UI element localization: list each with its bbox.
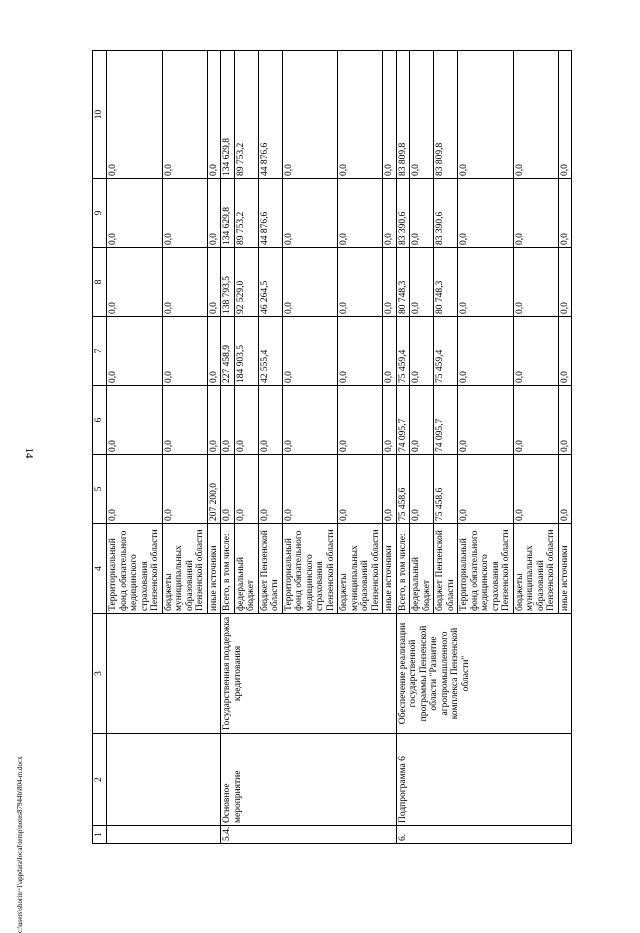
value-cell: 0,0 xyxy=(458,248,514,317)
value-cell: 42 555,4 xyxy=(258,317,282,386)
funding-source-cell: иные источники xyxy=(558,524,572,614)
item-type-cell: Подпрограмма 6 xyxy=(396,734,572,826)
funding-source-cell: иные источники xyxy=(207,524,221,614)
item-name-cell xyxy=(107,614,221,734)
value-cell: 0,0 xyxy=(107,386,163,455)
value-cell: 0,0 xyxy=(282,317,338,386)
value-cell: 0,0 xyxy=(513,317,558,386)
value-cell: 0,0 xyxy=(558,386,572,455)
funding-source-cell: иные источники xyxy=(383,524,397,614)
funding-source-cell: бюджеты муниципальных образований Пензенской области xyxy=(338,524,383,614)
header-cell: 3 xyxy=(93,614,107,734)
value-cell: 0,0 xyxy=(410,179,434,248)
funding-source-cell: федеральный бюджет xyxy=(410,524,434,614)
value-cell: 0,0 xyxy=(410,455,434,524)
value-cell: 0,0 xyxy=(258,455,282,524)
header-cell: 6 xyxy=(93,386,107,455)
funding-source-cell: бюджет Пензенской области xyxy=(434,524,458,614)
value-cell: 0,0 xyxy=(383,248,397,317)
value-cell: 0,0 xyxy=(410,317,434,386)
value-cell: 0,0 xyxy=(458,455,514,524)
value-cell: 0,0 xyxy=(513,248,558,317)
value-cell: 0,0 xyxy=(558,317,572,386)
value-cell: 46 264,5 xyxy=(258,248,282,317)
value-cell: 0,0 xyxy=(107,248,163,317)
value-cell: 0,0 xyxy=(410,248,434,317)
value-cell: 0,0 xyxy=(410,51,434,179)
value-cell: 0,0 xyxy=(107,179,163,248)
value-cell: 0,0 xyxy=(107,317,163,386)
value-cell: 0,0 xyxy=(383,51,397,179)
value-cell: 74 095,7 xyxy=(434,386,458,455)
value-cell: 0,0 xyxy=(207,386,221,455)
value-cell: 0,0 xyxy=(221,455,235,524)
value-cell: 0,0 xyxy=(221,386,235,455)
value-cell: 89 753,2 xyxy=(234,51,258,179)
value-cell: 0,0 xyxy=(513,51,558,179)
funding-source-cell: Всего, в том числе: xyxy=(396,524,410,614)
row-number-cell: 6. xyxy=(396,826,572,844)
value-cell: 207 200,0 xyxy=(207,455,221,524)
value-cell: 89 753,2 xyxy=(234,179,258,248)
header-cell: 1 xyxy=(93,826,107,844)
value-cell: 0,0 xyxy=(258,386,282,455)
value-cell: 0,0 xyxy=(558,248,572,317)
header-cell: 5 xyxy=(93,455,107,524)
value-cell: 75 459,4 xyxy=(434,317,458,386)
value-cell: 0,0 xyxy=(234,455,258,524)
header-cell: 7 xyxy=(93,317,107,386)
table-row xyxy=(107,51,163,844)
value-cell: 0,0 xyxy=(207,248,221,317)
header-row xyxy=(93,51,107,844)
funding-source-cell: бюджеты муниципальных образований Пензенской области xyxy=(513,524,558,614)
value-cell: 80 748,3 xyxy=(434,248,458,317)
value-cell: 0,0 xyxy=(207,51,221,179)
funding-source-cell: Всего, в том числе: xyxy=(221,524,235,614)
header-cell: 10 xyxy=(93,51,107,179)
value-cell: 0,0 xyxy=(282,179,338,248)
value-cell: 0,0 xyxy=(162,248,207,317)
value-cell: 134 629,8 xyxy=(221,179,235,248)
value-cell: 0,0 xyxy=(107,455,163,524)
value-cell: 83 809,8 xyxy=(434,51,458,179)
funding-source-cell: Территориальный фонд обязательного медицинского страхования Пензенской области xyxy=(107,524,163,614)
table-row xyxy=(396,51,410,844)
value-cell: 75 458,6 xyxy=(396,455,410,524)
row-number-cell: 5.4. xyxy=(221,826,397,844)
value-cell: 0,0 xyxy=(383,386,397,455)
value-cell: 0,0 xyxy=(282,386,338,455)
table-body xyxy=(93,51,572,844)
header-cell: 9 xyxy=(93,179,107,248)
value-cell: 0,0 xyxy=(383,179,397,248)
funding-source-cell: бюджет Пензенской области xyxy=(258,524,282,614)
file-path-footer: c:\users\shorin~1\appdata\local\temp\notes87944b\804-m.docx xyxy=(16,756,24,933)
item-type-cell: Основное мероприятие xyxy=(221,734,397,826)
value-cell: 0,0 xyxy=(458,386,514,455)
value-cell: 0,0 xyxy=(513,455,558,524)
value-cell: 74 095,7 xyxy=(396,386,410,455)
item-type-cell xyxy=(107,734,221,826)
funding-source-cell: Территориальный фонд обязательного медицинского страхования Пензенской области xyxy=(282,524,338,614)
value-cell: 134 629,8 xyxy=(221,51,235,179)
funding-source-cell: федеральный бюджет xyxy=(234,524,258,614)
value-cell: 0,0 xyxy=(513,386,558,455)
header-cell: 2 xyxy=(93,734,107,826)
value-cell: 0,0 xyxy=(338,51,383,179)
value-cell: 0,0 xyxy=(558,455,572,524)
funding-source-cell: Территориальный фонд обязательного медицинского страхования Пензенской области xyxy=(458,524,514,614)
value-cell: 0,0 xyxy=(410,386,434,455)
value-cell: 0,0 xyxy=(162,386,207,455)
value-cell: 0,0 xyxy=(282,248,338,317)
value-cell: 0,0 xyxy=(338,455,383,524)
value-cell: 227 458,9 xyxy=(221,317,235,386)
value-cell: 0,0 xyxy=(383,455,397,524)
value-cell: 0,0 xyxy=(513,179,558,248)
budget-table xyxy=(92,50,572,844)
value-cell: 0,0 xyxy=(162,51,207,179)
value-cell: 80 748,3 xyxy=(396,248,410,317)
value-cell: 0,0 xyxy=(558,51,572,179)
value-cell: 83 390,6 xyxy=(434,179,458,248)
page-number: 14 xyxy=(23,447,35,459)
table-row xyxy=(221,51,235,844)
value-cell: 0,0 xyxy=(338,248,383,317)
value-cell: 0,0 xyxy=(162,179,207,248)
value-cell: 83 390,6 xyxy=(396,179,410,248)
value-cell: 0,0 xyxy=(338,179,383,248)
value-cell: 0,0 xyxy=(458,51,514,179)
value-cell: 0,0 xyxy=(558,179,572,248)
header-cell: 8 xyxy=(93,248,107,317)
value-cell: 75 458,6 xyxy=(434,455,458,524)
funding-source-cell: бюджеты муниципальных образований Пензенской области xyxy=(162,524,207,614)
value-cell: 44 876,6 xyxy=(258,179,282,248)
value-cell: 138 793,5 xyxy=(221,248,235,317)
value-cell: 0,0 xyxy=(207,317,221,386)
value-cell: 0,0 xyxy=(162,317,207,386)
row-number-cell xyxy=(107,826,221,844)
value-cell: 0,0 xyxy=(162,455,207,524)
item-name-cell: Обеспечение реализации государственной программы Пензенской области "Развитие агропромышленного комплекса Пензенской области" xyxy=(396,614,572,734)
value-cell: 0,0 xyxy=(207,179,221,248)
value-cell: 75 459,4 xyxy=(396,317,410,386)
value-cell: 0,0 xyxy=(338,317,383,386)
value-cell: 0,0 xyxy=(282,51,338,179)
value-cell: 92 529,0 xyxy=(234,248,258,317)
value-cell: 0,0 xyxy=(383,317,397,386)
value-cell: 184 903,5 xyxy=(234,317,258,386)
value-cell: 0,0 xyxy=(338,386,383,455)
value-cell: 44 876,6 xyxy=(258,51,282,179)
value-cell: 0,0 xyxy=(234,386,258,455)
value-cell: 0,0 xyxy=(458,179,514,248)
value-cell: 0,0 xyxy=(458,317,514,386)
value-cell: 0,0 xyxy=(107,51,163,179)
item-name-cell: Государственная поддержка кредитования xyxy=(221,614,397,734)
value-cell: 83 809,8 xyxy=(396,51,410,179)
header-cell: 4 xyxy=(93,524,107,614)
rotated-table-container xyxy=(92,51,614,844)
value-cell: 0,0 xyxy=(282,455,338,524)
